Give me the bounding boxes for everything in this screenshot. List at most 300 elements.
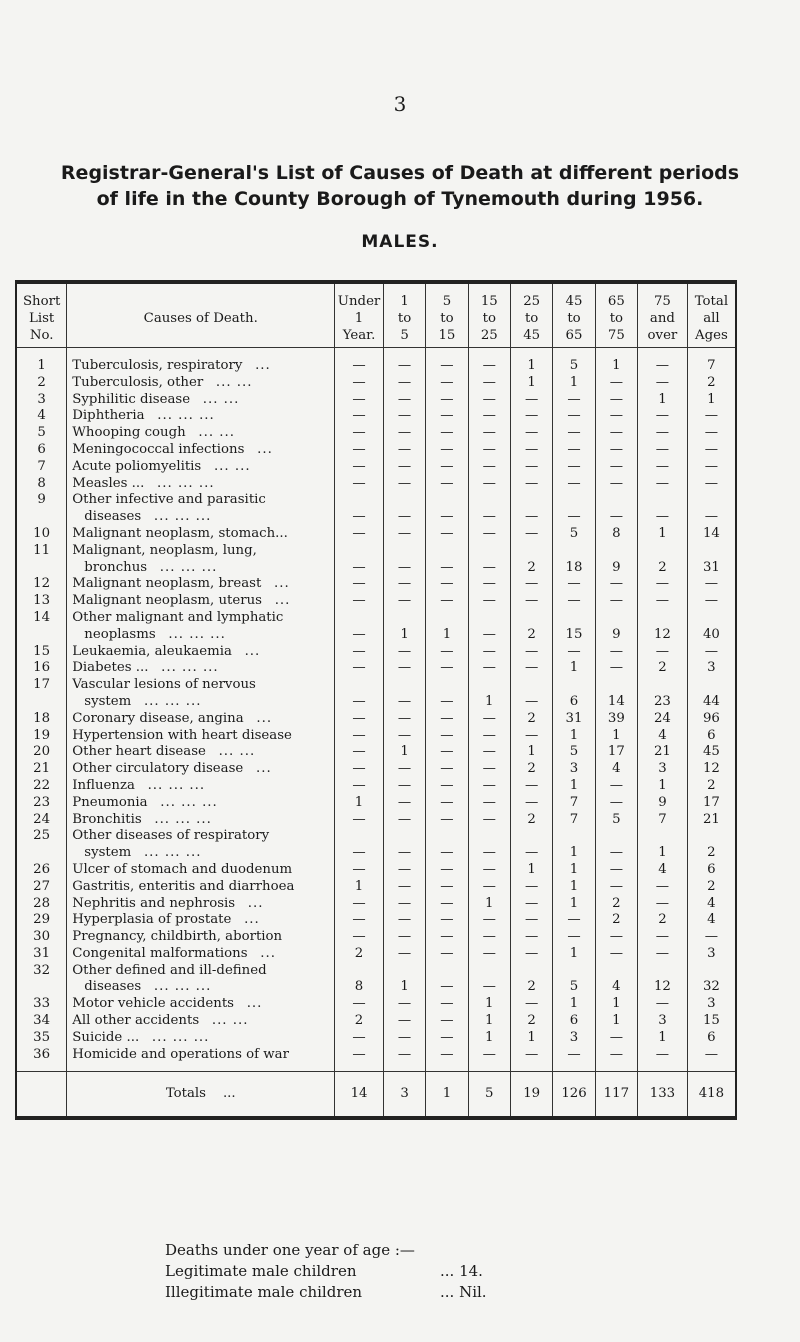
row-value: 17	[595, 744, 637, 761]
row-value: —	[426, 946, 468, 963]
row-value: 1	[595, 1013, 637, 1030]
row-value: —	[426, 778, 468, 795]
row-number: 1	[37, 358, 46, 373]
row-value: 1	[468, 996, 510, 1013]
table-row	[17, 593, 735, 610]
row-value: —	[510, 526, 552, 543]
table-row	[17, 963, 735, 997]
row-value: —	[426, 929, 468, 946]
row-value: —	[426, 728, 468, 745]
table-row	[17, 744, 735, 761]
header-age-line: over	[647, 328, 678, 343]
row-value: —	[553, 476, 595, 493]
cause-text: Diabetes ...	[72, 660, 149, 676]
row-value: 2	[687, 778, 735, 795]
row-value: —	[468, 610, 510, 644]
row-value: —	[335, 1047, 384, 1072]
row-value: 1	[687, 392, 735, 409]
cause-text: Diphtheria	[72, 408, 145, 424]
row-value: —	[595, 593, 637, 610]
totals-value: 133	[638, 1072, 688, 1117]
row-value: —	[383, 828, 425, 862]
row-cause	[67, 543, 335, 577]
row-value: —	[510, 442, 552, 459]
row-value: 24	[638, 711, 688, 728]
row-value: 6	[687, 862, 735, 879]
cause-dots: ... ... ...	[153, 979, 212, 995]
row-value: —	[595, 946, 637, 963]
spacer-cell	[553, 348, 595, 359]
row-value: —	[638, 576, 688, 593]
row-number: 27	[33, 878, 51, 894]
row-value: —	[383, 711, 425, 728]
row-value: 1	[595, 728, 637, 745]
row-cause	[67, 728, 335, 745]
row-value: —	[335, 996, 384, 1013]
row-value: —	[638, 896, 688, 913]
row-value: —	[510, 660, 552, 677]
row-number: 33	[33, 996, 51, 1012]
row-value: 4	[638, 862, 688, 879]
row-cause	[67, 593, 335, 610]
row-value: —	[687, 644, 735, 661]
table-row	[17, 425, 735, 442]
cause-dots: ... ...	[198, 425, 235, 441]
header-age-line: and	[649, 311, 675, 326]
row-number: 35	[33, 1029, 51, 1045]
row-number: 20	[33, 744, 51, 760]
spacer-cell	[67, 348, 335, 359]
cause-text: Other circulatory disease	[72, 761, 244, 777]
row-value: 14	[595, 677, 637, 711]
row-value: —	[335, 593, 384, 610]
row-value: —	[468, 929, 510, 946]
cause-text: Motor vehicle accidents	[72, 996, 234, 1012]
row-value: —	[468, 442, 510, 459]
row-number: 10	[33, 525, 51, 541]
cause-line	[72, 711, 334, 728]
cause-text: Whooping cough	[72, 425, 186, 441]
cause-line-2	[72, 627, 334, 644]
row-value: —	[510, 408, 552, 425]
row-value: —	[468, 459, 510, 476]
row-value: —	[595, 644, 637, 661]
row-value: —	[426, 963, 468, 997]
spacer-cell	[383, 348, 425, 359]
row-value: 3	[687, 946, 735, 963]
row-value: —	[383, 543, 425, 577]
row-value: —	[335, 728, 384, 745]
row-number: 17	[33, 677, 51, 693]
row-value: —	[383, 862, 425, 879]
totals-value: 19	[510, 1072, 552, 1117]
row-value: —	[383, 593, 425, 610]
row-value: —	[468, 425, 510, 442]
row-value: —	[553, 459, 595, 476]
header-age-line: to	[567, 311, 581, 326]
row-value: —	[426, 442, 468, 459]
row-value: 96	[687, 711, 735, 728]
table-row	[17, 996, 735, 1013]
row-value: —	[553, 1047, 595, 1072]
row-value: —	[595, 425, 637, 442]
totals-row	[17, 1072, 735, 1117]
header-age-line: 45	[523, 328, 541, 343]
spacer-cell	[687, 348, 735, 359]
row-number: 9	[37, 492, 46, 508]
row-value: —	[468, 795, 510, 812]
row-value: —	[426, 492, 468, 526]
row-value: —	[335, 660, 384, 677]
header-age-line: 65	[565, 328, 583, 343]
row-number: 25	[33, 828, 51, 844]
row-value: —	[638, 996, 688, 1013]
cause-line	[72, 660, 334, 677]
row-value: —	[638, 375, 688, 392]
row-value: 4	[687, 912, 735, 929]
row-value: —	[638, 879, 688, 896]
header-no-line: Short	[22, 294, 61, 309]
cause-line	[72, 1047, 334, 1064]
totals-value: 418	[687, 1072, 735, 1117]
row-value: —	[553, 593, 595, 610]
row-value: —	[468, 375, 510, 392]
row-cause	[67, 644, 335, 661]
row-value: —	[426, 375, 468, 392]
row-value: 1	[553, 778, 595, 795]
row-number: 3	[37, 391, 46, 407]
cause-line	[72, 744, 334, 761]
cause-text: Suicide ...	[72, 1029, 140, 1045]
cause-line	[72, 929, 334, 946]
row-value: 3	[638, 1013, 688, 1030]
row-number: 31	[33, 945, 51, 961]
row-value: 1	[638, 1030, 688, 1047]
row-value: 12	[638, 963, 688, 997]
row-value: 18	[553, 543, 595, 577]
cause-text: Coronary disease, angina	[72, 710, 244, 726]
row-value: —	[383, 576, 425, 593]
row-value: 1	[335, 879, 384, 896]
row-value: 7	[553, 812, 595, 829]
row-value: —	[383, 1047, 425, 1072]
totals-empty	[17, 1072, 67, 1117]
header-age-line: 65	[607, 294, 625, 309]
cause-text: Other heart disease	[72, 744, 206, 760]
row-value: —	[426, 795, 468, 812]
cause-dots: ...	[255, 358, 271, 373]
header-age-line: 45	[565, 294, 583, 309]
header-short-list-no	[17, 284, 67, 348]
header-age-line: 25	[523, 294, 541, 309]
table-row	[17, 812, 735, 829]
row-value: 2	[510, 543, 552, 577]
row-number: 13	[33, 593, 51, 609]
header-age-line: Year.	[342, 328, 376, 343]
header-age-group	[510, 284, 552, 348]
row-cause	[67, 996, 335, 1013]
row-value: —	[426, 476, 468, 493]
footer-illegitimate-row	[165, 1282, 487, 1303]
cause-dots: ... ... ...	[153, 509, 212, 525]
cause-line	[72, 476, 334, 493]
row-value: —	[383, 677, 425, 711]
cause-dots: ... ...	[211, 1013, 249, 1029]
row-value: 1	[383, 963, 425, 997]
row-value: —	[426, 996, 468, 1013]
row-value: —	[426, 828, 468, 862]
causes-of-death-table	[17, 284, 735, 1116]
row-value: —	[687, 425, 735, 442]
row-value: 2	[335, 1013, 384, 1030]
row-value: —	[595, 392, 637, 409]
causes-of-death-table-frame	[15, 280, 737, 1120]
row-value: 2	[510, 761, 552, 778]
row-value: —	[595, 408, 637, 425]
row-number: 11	[33, 542, 51, 558]
row-value: 6	[687, 728, 735, 745]
cause-line	[72, 644, 334, 661]
row-value: —	[510, 828, 552, 862]
row-value: —	[383, 812, 425, 829]
row-value: 45	[687, 744, 735, 761]
row-value: 1	[426, 610, 468, 644]
row-value: —	[335, 828, 384, 862]
row-value: 9	[595, 610, 637, 644]
row-cause	[67, 761, 335, 778]
cause-line	[72, 795, 334, 812]
row-value: —	[468, 408, 510, 425]
row-number: 19	[33, 727, 51, 743]
row-value: 6	[553, 1013, 595, 1030]
row-value: —	[510, 912, 552, 929]
row-value: 1	[553, 728, 595, 745]
cause-dots: ... ... ...	[157, 475, 215, 491]
row-value: —	[468, 644, 510, 661]
row-value: —	[468, 593, 510, 610]
row-value: —	[426, 1030, 468, 1047]
row-cause	[67, 660, 335, 677]
row-value: —	[383, 644, 425, 661]
row-value: 1	[510, 744, 552, 761]
cause-dots: ... ...	[202, 391, 240, 407]
row-value: —	[383, 492, 425, 526]
cause-text-2: bronchus	[84, 559, 148, 575]
row-value: 3	[687, 996, 735, 1013]
header-age-group	[468, 284, 510, 348]
row-value: —	[426, 879, 468, 896]
row-value: 4	[638, 728, 688, 745]
row-value: —	[468, 392, 510, 409]
row-value: 31	[687, 543, 735, 577]
row-cause	[67, 442, 335, 459]
row-value: —	[468, 711, 510, 728]
header-no-line: No.	[29, 328, 54, 343]
cause-text-2: system	[84, 845, 132, 861]
cause-line	[72, 358, 334, 375]
spacer-row	[17, 348, 735, 359]
row-value: 1	[468, 1030, 510, 1047]
row-cause	[67, 946, 335, 963]
row-value: —	[335, 576, 384, 593]
cause-dots: ... ... ...	[157, 408, 215, 424]
row-value: —	[468, 812, 510, 829]
row-value: —	[335, 610, 384, 644]
row-number: 30	[33, 929, 51, 945]
row-value: 1	[335, 795, 384, 812]
cause-line	[72, 862, 334, 879]
table-row	[17, 392, 735, 409]
header-age-line: Under	[337, 294, 381, 309]
row-value: —	[383, 392, 425, 409]
row-cause	[67, 963, 335, 997]
spacer-cell	[335, 348, 384, 359]
row-value: —	[510, 425, 552, 442]
table-row	[17, 912, 735, 929]
row-number: 32	[33, 962, 51, 978]
cause-text: Meningococcal infections	[72, 441, 245, 457]
row-value: —	[335, 862, 384, 879]
row-value: —	[335, 442, 384, 459]
row-value: —	[335, 896, 384, 913]
row-value: —	[510, 593, 552, 610]
header-causes-of-death	[67, 284, 335, 348]
row-value: —	[426, 408, 468, 425]
row-value: —	[638, 492, 688, 526]
row-value: —	[638, 408, 688, 425]
spacer-cell	[17, 348, 67, 359]
row-value: —	[638, 476, 688, 493]
row-value: —	[335, 459, 384, 476]
row-value: 4	[595, 761, 637, 778]
row-cause	[67, 1013, 335, 1030]
table-row	[17, 375, 735, 392]
header-age-line: 15	[438, 328, 456, 343]
row-cause	[67, 610, 335, 644]
row-value: 2	[687, 375, 735, 392]
row-value: —	[468, 526, 510, 543]
header-age-line: 75	[607, 328, 625, 343]
row-value: 1	[553, 660, 595, 677]
row-value: 2	[687, 879, 735, 896]
row-value: —	[510, 795, 552, 812]
cause-dots: ...	[257, 441, 273, 457]
row-value: —	[335, 912, 384, 929]
row-value: —	[595, 1030, 637, 1047]
row-value: —	[510, 896, 552, 913]
row-value: 1	[638, 778, 688, 795]
row-value: —	[383, 375, 425, 392]
row-value: —	[335, 375, 384, 392]
cause-line	[72, 896, 334, 913]
cause-line	[72, 912, 334, 929]
legitimate-label: Legitimate male children	[165, 1262, 357, 1280]
row-value: —	[426, 459, 468, 476]
table-row	[17, 408, 735, 425]
cause-dots: ...	[260, 945, 276, 961]
row-value: —	[468, 492, 510, 526]
spacer-cell	[426, 348, 468, 359]
cause-text: Measles ...	[72, 475, 145, 491]
row-value: —	[426, 711, 468, 728]
header-age-line: to	[609, 311, 624, 326]
row-value: —	[595, 828, 637, 862]
table-row	[17, 358, 735, 375]
row-value: —	[638, 1047, 688, 1072]
row-value: —	[426, 392, 468, 409]
cause-text: Hypertension with heart disease	[72, 727, 292, 743]
row-cause	[67, 375, 335, 392]
cause-text: All other accidents	[72, 1013, 200, 1029]
row-value: 1	[553, 879, 595, 896]
totals-value: 126	[553, 1072, 595, 1117]
row-value: —	[426, 358, 468, 375]
row-value: 5	[553, 963, 595, 997]
cause-dots: ...	[255, 761, 272, 777]
cause-dots: ...	[244, 643, 261, 659]
row-value: 1	[553, 828, 595, 862]
cause-text: Homicide and operations of war	[72, 1046, 289, 1062]
cause-line	[72, 879, 334, 896]
row-cause	[67, 1047, 335, 1072]
row-value: 3	[553, 1030, 595, 1047]
cause-dots: ...	[244, 912, 260, 928]
header-age-line: 1	[354, 311, 364, 326]
cause-line	[72, 761, 334, 778]
row-value: —	[553, 912, 595, 929]
row-value: —	[510, 459, 552, 476]
row-value: —	[468, 476, 510, 493]
row-value: —	[426, 593, 468, 610]
row-value: —	[510, 576, 552, 593]
row-value: —	[687, 408, 735, 425]
row-value: —	[687, 576, 735, 593]
spacer-cell	[595, 348, 637, 359]
row-value: —	[426, 1047, 468, 1072]
row-value: —	[468, 862, 510, 879]
row-value: 1	[638, 392, 688, 409]
row-value: —	[426, 677, 468, 711]
row-number: 14	[33, 609, 51, 625]
header-age-group	[335, 284, 384, 348]
row-value: 1	[383, 610, 425, 644]
row-value: 23	[638, 677, 688, 711]
row-value: —	[510, 996, 552, 1013]
table-body	[17, 348, 735, 1117]
row-value: 9	[638, 795, 688, 812]
row-value: —	[595, 375, 637, 392]
row-value: 2	[335, 946, 384, 963]
row-value: —	[468, 778, 510, 795]
cause-line	[72, 593, 334, 610]
row-value: —	[383, 879, 425, 896]
row-value: —	[426, 644, 468, 661]
cause-text: Syphilitic disease	[72, 391, 191, 407]
row-value: —	[687, 442, 735, 459]
header-age-group	[426, 284, 468, 348]
cause-dots: ... ... ...	[161, 660, 219, 676]
row-value: 21	[687, 812, 735, 829]
row-value: 2	[510, 1013, 552, 1030]
row-cause	[67, 526, 335, 543]
table-row	[17, 476, 735, 493]
table-header-row	[17, 284, 735, 348]
row-value: 12	[638, 610, 688, 644]
row-value: —	[383, 358, 425, 375]
row-value: 1	[553, 375, 595, 392]
cause-line-2	[72, 694, 334, 711]
row-value: —	[638, 459, 688, 476]
